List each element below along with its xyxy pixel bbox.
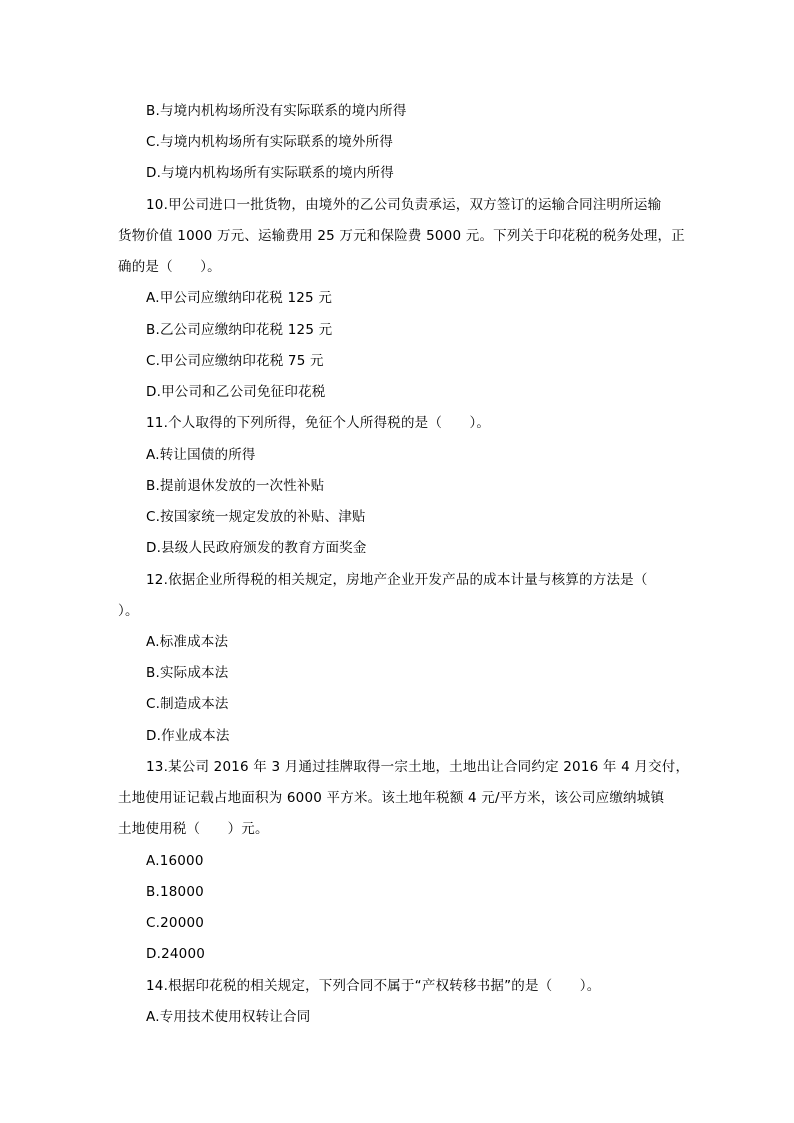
q12-option-c: C.制造成本法 (146, 696, 229, 713)
q13-stem: 13.某公司 2016 年 3 月通过挂牌取得一宗土地，土地出让合同约定 2016 年 4 月交付， (146, 758, 690, 775)
q13-stem: 土地使用税（ ）元。 (118, 821, 269, 838)
q14-stem: 14.根据印花税的相关规定，下列合同不属于“产权转移书据”的是（ ）。 (146, 977, 601, 994)
q10-option-c: C.甲公司应缴纳印花税 75 元 (146, 352, 324, 369)
q10-stem: 确的是（ ）。 (118, 259, 221, 276)
q14-option-a: A.专用技术使用权转让合同 (146, 1008, 311, 1025)
q13-option-a: A.16000 (146, 852, 204, 869)
q10-stem: 货物价值 1000 万元、运输费用 25 万元和保险费 5000 元。下列关于印花税的税务处理，正 (118, 227, 685, 244)
q12-stem: 12.依据企业所得税的相关规定，房地产企业开发产品的成本计量与核算的方法是（ (146, 571, 648, 588)
q12-stem: ）。 (118, 602, 139, 619)
q9-option-d: D.与境内机构场所有实际联系的境内所得 (146, 165, 394, 182)
q13-option-b: B.18000 (146, 883, 204, 900)
q10-option-a: A.甲公司应缴纳印花税 125 元 (146, 290, 333, 307)
q9-option-c: C.与境内机构场所有实际联系的境外所得 (146, 134, 394, 151)
q12-option-b: B.实际成本法 (146, 665, 229, 682)
document-page (118, 96, 690, 1033)
q11-option-d: D.县级人民政府颁发的教育方面奖金 (146, 540, 367, 557)
q11-option-c: C.按国家统一规定发放的补贴、津贴 (146, 509, 366, 526)
q13-stem: 土地使用证记载占地面积为 6000 平方米。该土地年税额 4 元/平方米，该公司应缴纳城镇 (118, 790, 665, 807)
q10-option-d: D.甲公司和乙公司免征印花税 (146, 384, 326, 401)
q13-option-c: C.20000 (146, 915, 205, 932)
q11-option-a: A.转让国债的所得 (146, 446, 256, 463)
q10-option-b: B.乙公司应缴纳印花税 125 元 (146, 321, 333, 338)
q10-stem: 10.甲公司进口一批货物，由境外的乙公司负责承运，双方签订的运输合同注明所运输 (146, 196, 662, 213)
q9-option-b: B.与境内机构场所没有实际联系的境内所得 (146, 103, 407, 119)
q12-option-a: A.标准成本法 (146, 633, 229, 650)
q12-option-d: D.作业成本法 (146, 727, 230, 744)
q13-option-d: D.24000 (146, 946, 206, 963)
q11-option-b: B.提前退休发放的一次性补贴 (146, 477, 325, 494)
q11-stem: 11.个人取得的下列所得，免征个人所得税的是（ ）。 (146, 415, 491, 432)
